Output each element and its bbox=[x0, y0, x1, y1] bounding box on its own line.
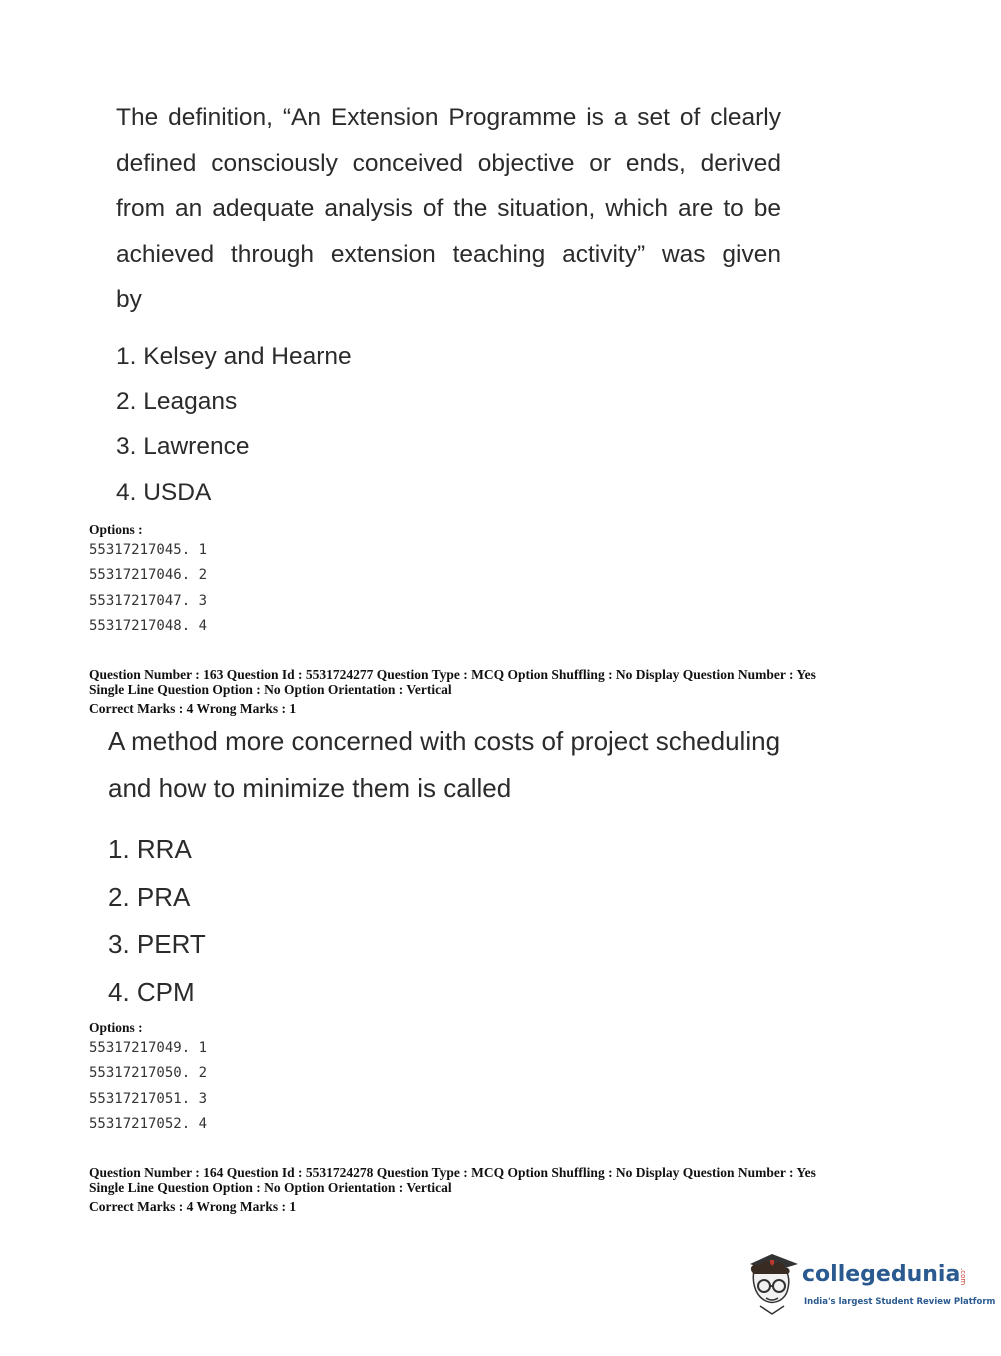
q163-choice: 1. RRA bbox=[108, 834, 192, 864]
q162-stem-line: achieved through extension teaching activity” was given bbox=[116, 240, 781, 268]
option-id: 55317217049. 1 bbox=[89, 1040, 208, 1056]
student-mascot-icon bbox=[742, 1250, 802, 1316]
option-id: 55317217048. 4 bbox=[89, 617, 208, 634]
q163-stem bbox=[108, 718, 828, 812]
q164-marks: Correct Marks : 4 Wrong Marks : 1 bbox=[89, 1199, 297, 1214]
option-id: 55317217047. 3 bbox=[89, 592, 208, 609]
q163-choices bbox=[108, 826, 206, 1016]
q163-meta-line: Single Line Question Option : No Option Orientation : Vertical bbox=[89, 682, 452, 697]
q163-choice: 3. PERT bbox=[108, 929, 206, 959]
q164-meta-line: Question Number : 164 Question Id : 5531724278 Question Type : MCQ Option Shuffling : No Display Question Number : Yes bbox=[89, 1165, 816, 1180]
q164-meta bbox=[89, 1165, 816, 1195]
q163-choice: 2. PRA bbox=[108, 881, 191, 912]
q162-stem-line: by bbox=[116, 286, 142, 313]
q164-meta-line: Single Line Question Option : No Option Orientation : Vertical bbox=[89, 1180, 452, 1195]
q162-choices bbox=[116, 334, 352, 515]
q162-stem-line: The definition, “An Extension Programme is a set of clearly bbox=[116, 104, 781, 131]
q163-choice: 4. CPM bbox=[108, 976, 195, 1007]
q162-choice: 3. Lawrence bbox=[116, 433, 250, 461]
brand-suffix: .com bbox=[959, 1268, 967, 1286]
q163-option-ids bbox=[89, 1036, 207, 1137]
q162-choice: 2. Leagans bbox=[116, 388, 238, 416]
q163-stem-line: and how to minimize them is called bbox=[108, 773, 512, 803]
q162-stem bbox=[116, 95, 781, 323]
q162-options-label: Options : bbox=[89, 522, 143, 537]
option-id: 55317217051. 3 bbox=[89, 1090, 208, 1107]
option-id: 55317217050. 2 bbox=[89, 1065, 208, 1082]
brand-tagline: India's largest Student Review Platform bbox=[804, 1297, 996, 1307]
q162-stem-line: defined consciously conceived objective or ends, derived bbox=[116, 149, 781, 177]
q163-options-label: Options : bbox=[89, 1020, 143, 1035]
q163-meta-line: Question Number : 163 Question Id : 5531724277 Question Type : MCQ Option Shuffling : No Display Question Number : Yes bbox=[89, 667, 816, 682]
q162-option-ids bbox=[89, 538, 207, 639]
q163-stem-line: A method more concerned with costs of project scheduling bbox=[108, 726, 781, 756]
q162-choice: 1. Kelsey and Hearne bbox=[116, 343, 352, 370]
q163-marks: Correct Marks : 4 Wrong Marks : 1 bbox=[89, 701, 297, 716]
q162-choice: 4. USDA bbox=[116, 478, 212, 506]
option-id: 55317217052. 4 bbox=[89, 1115, 208, 1132]
brand-name: collegedunia bbox=[802, 1262, 961, 1287]
option-id: 55317217046. 2 bbox=[89, 567, 208, 584]
q163-meta bbox=[89, 667, 816, 697]
q162-stem-line: from an adequate analysis of the situation, which are to be bbox=[116, 195, 781, 222]
collegedunia-logo bbox=[742, 1250, 996, 1316]
option-id: 55317217045. 1 bbox=[89, 542, 208, 558]
